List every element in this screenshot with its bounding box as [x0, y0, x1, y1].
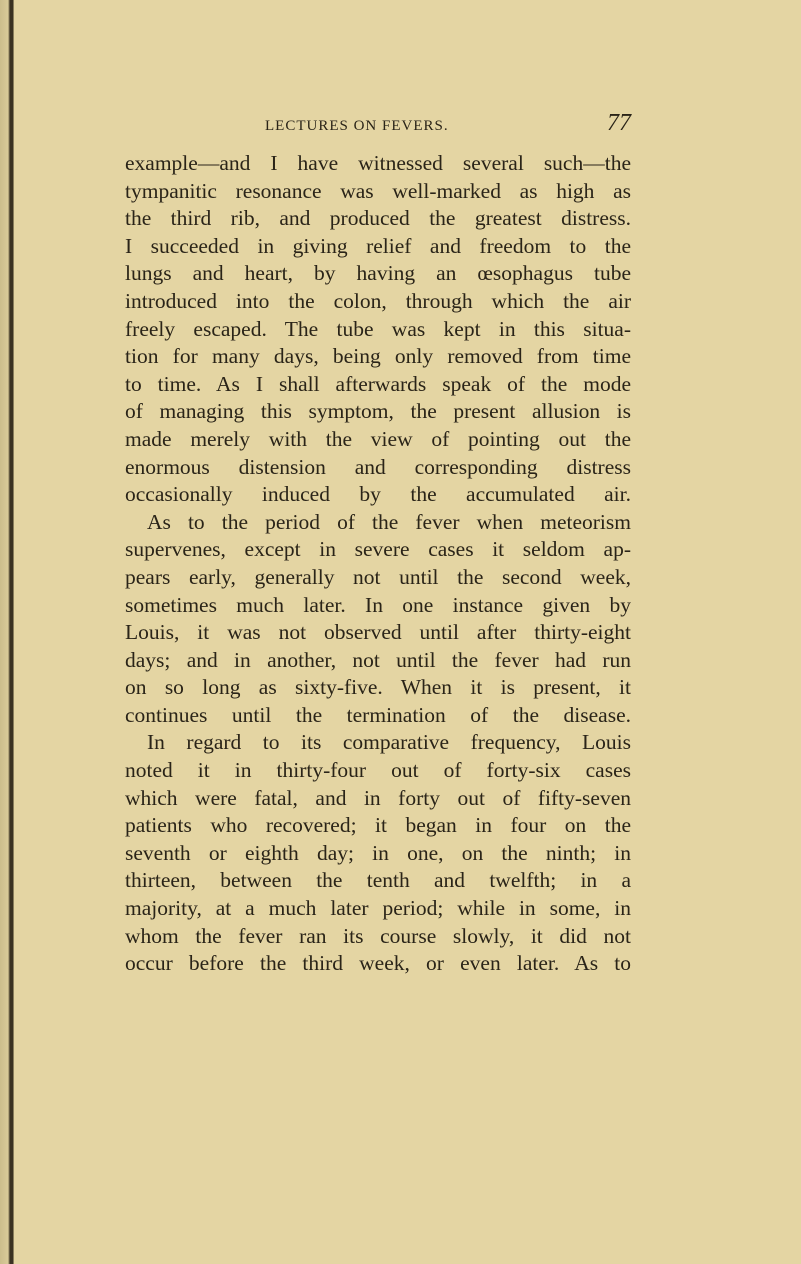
text-line: which were fatal, and in forty out of fifty-seven: [125, 785, 631, 810]
text-line: patients who recovered; it began in four on the: [125, 813, 631, 838]
text-line: whom the fever ran its course slowly, it did not: [125, 923, 631, 948]
text-line: occur before the third week, or even later. As to: [125, 951, 631, 976]
text-line: Louis, it was not observed until after thirty-eight: [125, 620, 631, 645]
text-line: enormous distension and corresponding distress: [125, 454, 631, 479]
text-line: on so long as sixty-five. When it is present, it: [125, 675, 631, 700]
text-line: pears early, generally not until the second week,: [125, 564, 631, 589]
text-line: to time. As I shall afterwards speak of the mode: [125, 371, 631, 396]
text-line: I succeeded in giving relief and freedom to the: [125, 233, 631, 258]
text-line: occasionally induced by the accumulated air.: [125, 482, 631, 507]
text-line: noted it in thirty-four out of forty-six cases: [125, 758, 631, 783]
text-line: the third rib, and produced the greatest distress.: [125, 206, 631, 231]
text-line: seventh or eighth day; in one, on the ninth; in: [125, 840, 631, 865]
text-line: sometimes much later. In one instance given by: [125, 592, 631, 617]
text-line: made merely with the view of pointing out the: [125, 426, 631, 451]
text-line: example—and I have witnessed several such—the: [125, 151, 631, 175]
text-line: thirteen, between the tenth and twelfth; in a: [125, 868, 631, 893]
text-line: supervenes, except in severe cases it seldom ap-: [125, 537, 631, 562]
text-line: of managing this symptom, the present allusion is: [125, 399, 631, 424]
text-line: tympanitic resonance was well-marked as high as: [125, 178, 631, 203]
page-number: 77: [607, 110, 631, 136]
text-line: introduced into the colon, through which the air: [125, 288, 631, 313]
text-line: continues until the termination of the disease.: [125, 702, 631, 727]
page-header: [125, 110, 631, 140]
text-line: majority, at a much later period; while in some, in: [125, 896, 631, 921]
text-line: lungs and heart, by having an œsophagus tube: [125, 261, 631, 286]
body-text: [125, 150, 631, 978]
text-line: tion for many days, being only removed from time: [125, 344, 631, 369]
text-line: As to the period of the fever when meteorism: [147, 509, 631, 534]
text-line: freely escaped. The tube was kept in this situa-: [125, 316, 631, 341]
page-binding-edge: [0, 0, 14, 1264]
running-title: LECTURES ON FEVERS.: [265, 118, 449, 134]
text-line: days; and in another, not until the fever had run: [125, 647, 631, 672]
text-line: In regard to its comparative frequency, Louis: [147, 730, 631, 755]
